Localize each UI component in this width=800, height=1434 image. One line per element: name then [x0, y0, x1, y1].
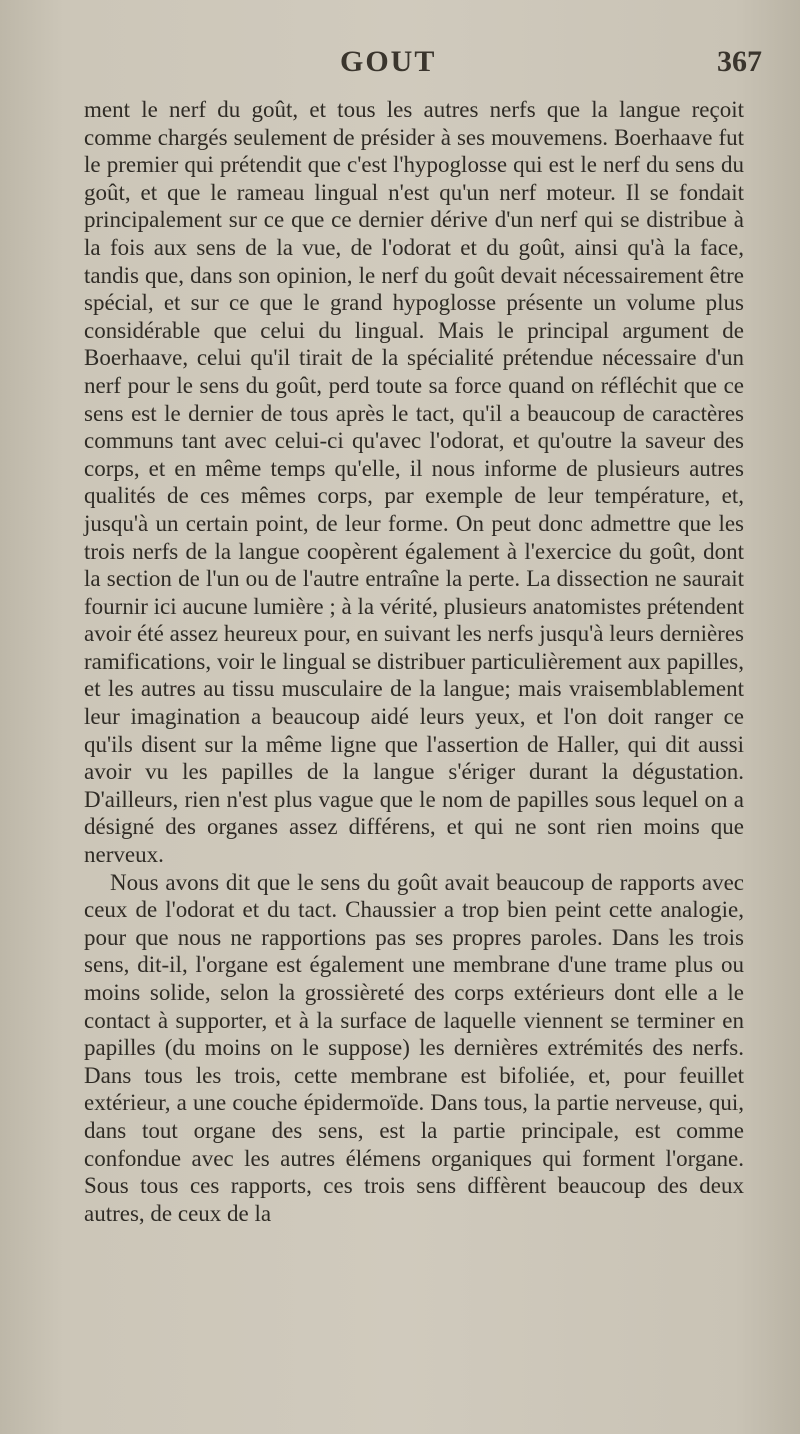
running-title: GOUT — [340, 45, 437, 78]
body-text — [84, 96, 744, 1227]
paragraph-1: ment le nerf du goût, et tous les autres nerfs que la langue reçoit comme chargés seulement de présider à ses mouvemens. Boerhaave fut le premier qui prétendit que c'est l'hypoglosse qui est le nerf du sens du goût, et que le rameau lingual n'est qu'un nerf moteur. Il se fondait principalement sur ce que ce dernier dérive d'un nerf qui se distribue à la fois aux sens de la vue, de l'odorat et du goût, ainsi qu'à la face, tandis que, dans son opinion, le nerf du goût devait nécessairement être spécial, et sur ce que le grand hypoglosse présente un volume plus considérable que celui du lingual. Mais le principal argument de Boerhaave, celui qu'il tirait de la spécialité prétendue nécessaire d'un nerf pour le sens du goût, perd toute sa force quand on réfléchit que ce sens est le dernier de tous après le tact, qu'il a beaucoup de caractères communs tant avec celui-ci qu'avec l'odorat, et qu'outre la saveur des corps, et en même temps qu'elle, il nous informe de plusieurs autres qualités de ces mêmes corps, par exemple de leur température, et, jusqu'à un certain point, de leur forme. On peut donc admettre que les trois nerfs de la langue coopèrent également à l'exercice du goût, dont la section de l'un ou de l'autre entraîne la perte. La dissection ne saurait fournir ici aucune lumière ; à la vérité, plusieurs anatomistes prétendent avoir été assez heureux pour, en suivant les nerfs jusqu'à leurs dernières ramifications, voir le lingual se distribuer particulièrement aux papilles, et les autres au tissu musculaire de la langue; mais vraisemblablement leur imagination a beaucoup aidé leurs yeux, et l'on doit ranger ce qu'ils disent sur la même ligne que l'assertion de Haller, qui dit aussi avoir vu les papilles de la langue s'ériger durant la dégustation. D'ailleurs, rien n'est plus vague que le nom de papilles sous lequel on a désigné des organes assez différens, et qui ne sont rien moins que nerveux. — [84, 97, 744, 868]
page-header — [80, 45, 762, 95]
page-number: 367 — [717, 45, 762, 78]
paragraph-2: Nous avons dit que le sens du goût avait beaucoup de rapports avec ceux de l'odorat et du tact. Chaussier a trop bien peint cette analogie, pour que nous ne rapportions pas ses propres paroles. Dans les trois sens, dit-il, l'organe est également une membrane d'une trame plus ou moins solide, selon la grossièreté des corps extérieurs dont elle a le contact à supporter, et à la surface de laquelle viennent se terminer en papilles (du moins on le suppose) les dernières extrémités des nerfs. Dans tous les trois, cette membrane est bifoliée, et, pour feuillet extérieur, a une couche épidermoïde. Dans tous, la partie nerveuse, qui, dans tout organe des sens, est la partie principale, est comme confondue avec les autres élémens organiques qui forment l'organe. Sous tous ces rapports, ces trois sens diffèrent beaucoup des deux autres, de ceux de la — [84, 869, 744, 1226]
